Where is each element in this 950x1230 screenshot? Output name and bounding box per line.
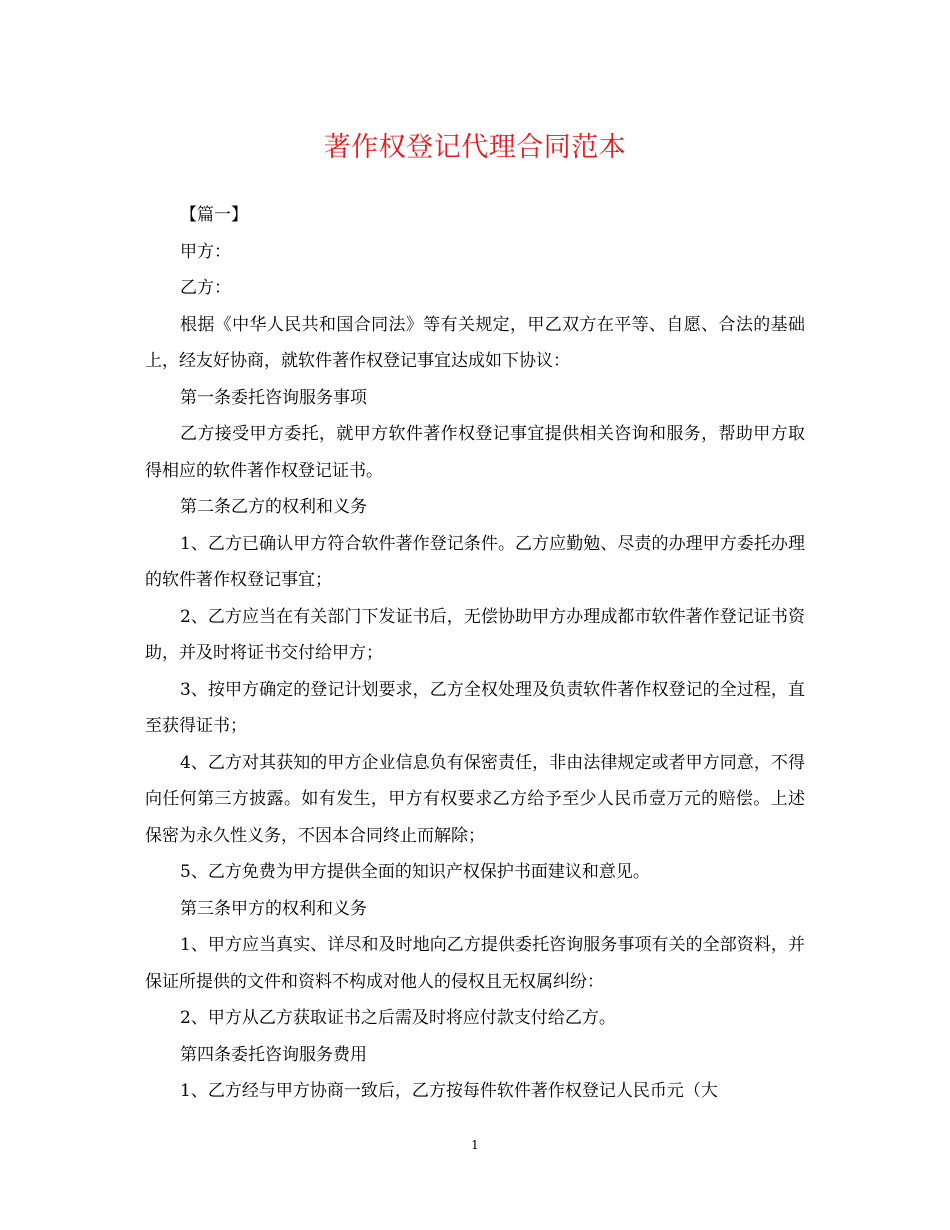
document-body: [145, 197, 805, 1110]
paragraph-section-heading: 【篇一】: [180, 205, 248, 225]
article-1-text: 乙方接受甲方委托，就甲方软件著作权登记事宜提供相关咨询和服务，帮助甲方取得相应的软件著作权登记证书。: [145, 424, 805, 481]
article-2-heading: 第二条乙方的权利和义务: [180, 497, 367, 517]
article-2-item: 1、乙方已确认甲方符合软件著作登记条件。乙方应勤勉、尽责的办理甲方委托办理的软件著作权登记事宜；: [145, 533, 805, 590]
article-3-item: 2、甲方从乙方获取证书之后需及时将应付款支付给乙方。: [180, 1008, 616, 1028]
article-1-heading: 第一条委托咨询服务事项: [180, 387, 367, 408]
article-2-item: 4、乙方对其获知的甲方企业信息负有保密责任，非由法律规定或者甲方同意，不得向任何第三方披露。如有发生，甲方有权要求乙方给予至少人民币壹万元的赔偿。上述保密为永久性义务，不因本合同终止而解除；: [145, 752, 805, 846]
article-3-heading: 第三条甲方的权利和义务: [180, 898, 367, 919]
article-4-item: 1、乙方经与甲方协商一致后，乙方按每件软件著作权登记人民币元（大: [180, 1081, 718, 1101]
article-2-item: 3、按甲方确定的登记计划要求，乙方全权处理及负责软件著作权登记的全过程，直至获得证书；: [145, 679, 805, 736]
article-4-heading: 第四条委托咨询服务费用: [180, 1044, 367, 1065]
article-2-item: 5、乙方免费为甲方提供全面的知识产权保护书面建议和意见。: [180, 862, 650, 882]
paragraph-party-b: 乙方：: [180, 278, 231, 298]
document-title: 著作权登记代理合同范本: [323, 132, 627, 163]
paragraph-preamble: 根据《中华人民共和国合同法》等有关规定，甲乙双方在平等、自愿、合法的基础上，经友好协商，就软件著作权登记事宜达成如下协议：: [145, 314, 805, 371]
article-3-item: 1、甲方应当真实、详尽和及时地向乙方提供委托咨询服务事项有关的全部资料，并保证所提供的文件和资料不构成对他人的侵权且无权属纠纷：: [145, 935, 805, 992]
paragraph-party-a: 甲方：: [180, 241, 231, 262]
page-number: 1: [471, 1138, 479, 1152]
article-2-item: 2、乙方应当在有关部门下发证书后，无偿协助甲方办理成都市软件著作登记证书资助，并及时将证书交付给甲方；: [145, 606, 805, 663]
